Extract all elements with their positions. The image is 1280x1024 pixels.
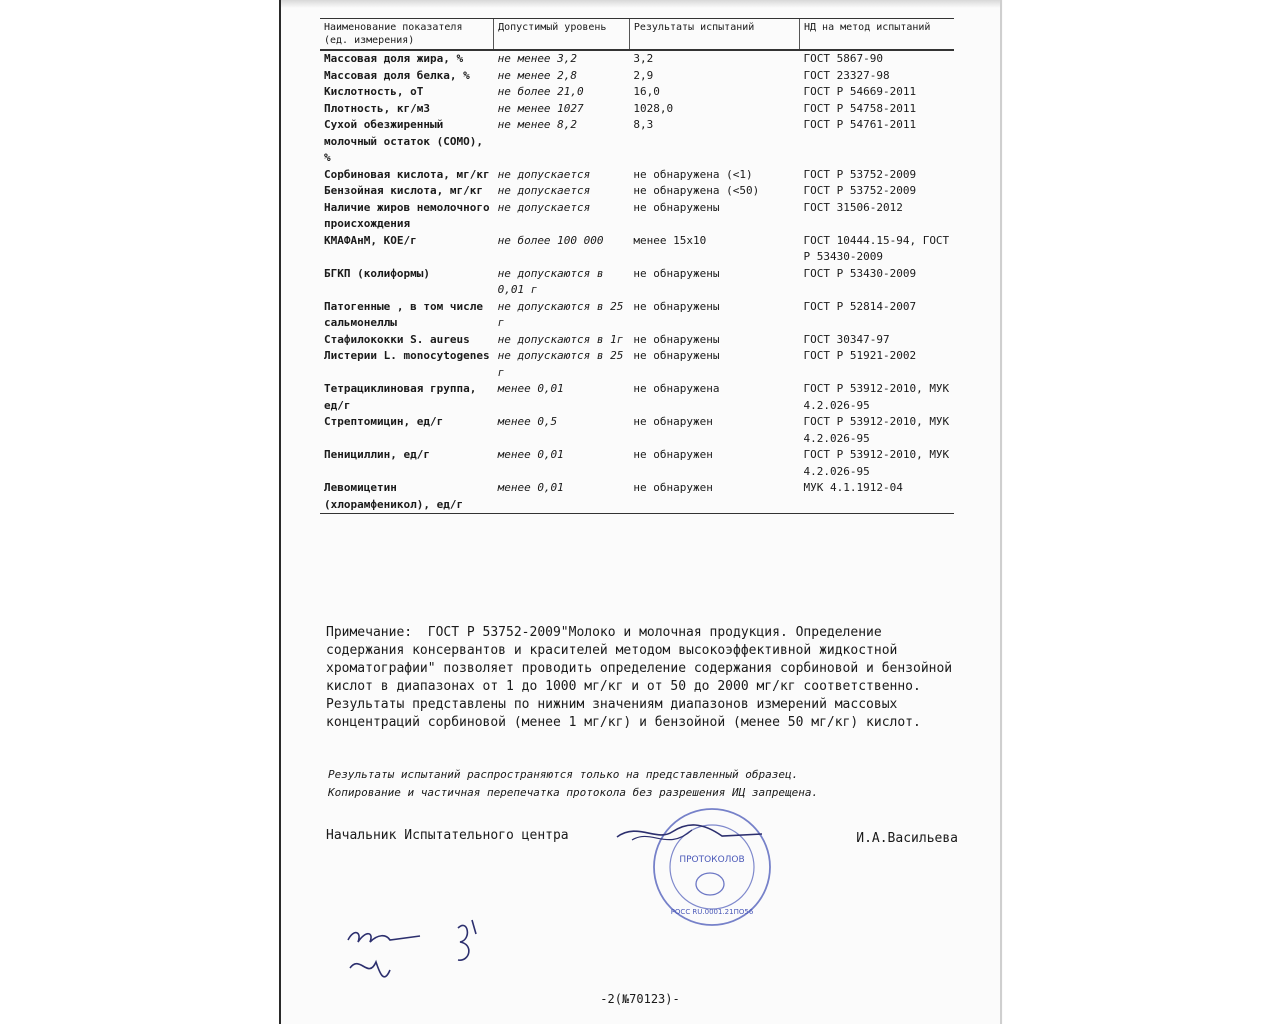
row-method: МУК 4.1.1912-04 xyxy=(799,480,954,514)
row-result: менее 15х10 xyxy=(633,233,707,247)
row-name: Патогенные , в том числе сальмонеллы xyxy=(324,299,483,329)
row-name: Массовая доля белка, % xyxy=(324,68,470,82)
table-row xyxy=(320,117,954,167)
row-requirement: менее 0,01 xyxy=(494,480,630,514)
row-requirement: не допускаются в 0,01 г xyxy=(497,266,604,296)
stamp-text: ПРОТОКОЛОВ xyxy=(679,855,745,865)
row-result: 1028,0 xyxy=(633,101,674,115)
row-result: не обнаружены xyxy=(633,349,720,362)
row-name: Наличие жиров немолочного происхождения xyxy=(324,200,490,230)
row-result: не обнаружены xyxy=(633,332,720,346)
table-row xyxy=(320,332,954,349)
table-row xyxy=(320,101,954,118)
row-name: Пенициллин, ед/г xyxy=(324,448,430,461)
row-requirement: не допускаются в 1г xyxy=(497,332,624,346)
table-row xyxy=(320,480,954,514)
row-requirement: менее 0,01 xyxy=(497,382,564,395)
table-row xyxy=(320,84,954,101)
row-name: Тетрациклиновая группа, ед/г xyxy=(324,382,477,412)
row-name: Кислотность, оТ xyxy=(324,85,424,98)
table-row xyxy=(320,200,954,233)
row-method: ГОСТ Р 52814-2007 xyxy=(803,299,917,313)
stamp-reg: РОСС RU.0001.21ПО56 xyxy=(670,908,754,916)
header-requirement: Допустимый уровень xyxy=(494,19,630,51)
row-method: ГОСТ Р 53912-2010, МУК 4.2.026-95 xyxy=(803,382,950,412)
row-method: ГОСТ Р 54669-2011 xyxy=(803,85,917,98)
results-table xyxy=(320,18,954,514)
header-name: Наименование показателя (ед. измерения) xyxy=(320,19,494,51)
row-requirement: не менее 8,2 xyxy=(497,118,578,131)
row-method: ГОСТ Р 53912-2010, МУК 4.2.026-95 xyxy=(803,415,950,445)
row-result: не обнаружен xyxy=(633,448,713,461)
page-number: -2(№70123)- xyxy=(600,992,680,1006)
row-method: ГОСТ 5867-90 xyxy=(803,52,883,65)
disclaimer-line: Копирование и частичная перепечатка протокола без разрешения ИЦ запрещена. xyxy=(328,786,819,799)
note-paragraph: Примечание: ГОСТ Р 53752-2009"Молоко и молочная продукция. Определение содержания консервантов и красителей методом высокоэффективной жидкостной хроматографии" позволяет проводить определение содержания сорбиновой и бензойной кислот в диапазонах от 1 до 1000 мг/кг и от 50 до 2000 мг/кг соответственно. Результаты представлены по нижним значениям диапазонов измерений массовых концентраций сорбиновой (менее 1 мг/кг) и бензойной (менее 50 мг/кг) кислот. xyxy=(326,625,960,730)
row-method: ГОСТ Р 54758-2011 xyxy=(803,101,917,115)
row-requirement: не менее 3,2 xyxy=(497,52,578,65)
row-method: ГОСТ 23327-98 xyxy=(803,68,890,82)
row-result: не обнаружена (<50) xyxy=(633,184,760,197)
row-result: не обнаружены xyxy=(633,299,720,313)
row-method: ГОСТ Р 53752-2009 xyxy=(803,184,917,197)
table-row xyxy=(320,183,954,200)
row-method: ГОСТ Р 53752-2009 xyxy=(803,167,917,181)
row-name: Бензойная кислота, мг/кг xyxy=(324,184,483,197)
scan-edge-right xyxy=(1000,0,1002,1024)
official-stamp xyxy=(612,792,782,932)
row-requirement: менее 0,01 xyxy=(497,448,564,461)
header-result: Результаты испытаний xyxy=(629,19,799,51)
row-requirement: менее 0,5 xyxy=(497,415,558,428)
scan-edge xyxy=(281,0,1000,8)
row-name: КМАФАнМ, КОЕ/г xyxy=(324,233,417,247)
row-result: не обнаружены xyxy=(633,266,720,280)
row-requirement: не менее 1027 xyxy=(497,101,584,115)
row-requirement: не менее 2,8 xyxy=(497,68,578,82)
row-name: Сорбиновая кислота, мг/кг xyxy=(324,167,490,181)
table-row xyxy=(320,50,954,68)
table-row xyxy=(320,414,954,447)
row-result: 3,2 xyxy=(633,52,654,65)
row-result: не обнаружены xyxy=(633,200,720,214)
table-row xyxy=(320,233,954,266)
row-result: не обнаружена (<1) xyxy=(633,167,753,181)
table-row xyxy=(320,447,954,480)
table-row xyxy=(320,167,954,184)
row-method: ГОСТ Р 53912-2010, МУК 4.2.026-95 xyxy=(803,448,950,478)
row-name: Стрептомицин, ед/г xyxy=(324,415,444,428)
row-name: Стафилококки S. aureus xyxy=(324,332,470,346)
table-header-row xyxy=(320,19,954,51)
row-requirement: не допускается xyxy=(497,167,591,181)
row-result: 16,0 xyxy=(633,85,660,98)
row-name: Листерии L. monocytogenes xyxy=(324,349,490,362)
row-result: не обнаружен xyxy=(633,415,713,428)
table-row xyxy=(320,266,954,299)
header-method: НД на метод испытаний xyxy=(799,19,954,51)
row-requirement: не более 100 000 xyxy=(497,233,604,247)
table-row xyxy=(320,348,954,381)
disclaimer-line: Результаты испытаний распространяются только на представленный образец. xyxy=(328,768,799,781)
row-name: БГКП (колиформы) xyxy=(324,266,430,280)
row-name: Левомицетин (хлорамфеникол), ед/г xyxy=(320,480,494,514)
row-name: Плотность, кг/м3 xyxy=(324,101,430,115)
row-method: ГОСТ 30347-97 xyxy=(803,332,890,346)
table-row xyxy=(320,68,954,85)
row-result: 8,3 xyxy=(633,118,654,131)
row-method: ГОСТ Р 54761-2011 xyxy=(803,118,917,131)
row-result: не обнаружена xyxy=(633,382,720,395)
row-requirement: не допускаются в 25 г xyxy=(497,349,624,379)
row-requirement: не допускается xyxy=(497,200,591,214)
row-result: не обнаружен xyxy=(629,480,799,514)
row-requirement: не допускаются в 25 г xyxy=(497,299,624,329)
table-row xyxy=(320,381,954,414)
table-row xyxy=(320,299,954,332)
signatory-name: И.А.Васильева xyxy=(856,831,958,846)
row-requirement: не допускается xyxy=(497,184,591,197)
signatory-title: Начальник Испытательного центра xyxy=(326,828,569,843)
row-result: 2,9 xyxy=(633,68,654,82)
row-method: ГОСТ Р 51921-2002 xyxy=(803,349,917,362)
row-name: Сухой обезжиренный молочный остаток (СОМО), % xyxy=(324,118,483,164)
row-method: ГОСТ Р 53430-2009 xyxy=(803,266,917,280)
row-requirement: не более 21,0 xyxy=(497,85,584,98)
row-method: ГОСТ 31506-2012 xyxy=(803,200,903,214)
row-method: ГОСТ 10444.15-94, ГОСТ Р 53430-2009 xyxy=(803,233,950,263)
row-name: Массовая доля жира, % xyxy=(324,52,464,65)
